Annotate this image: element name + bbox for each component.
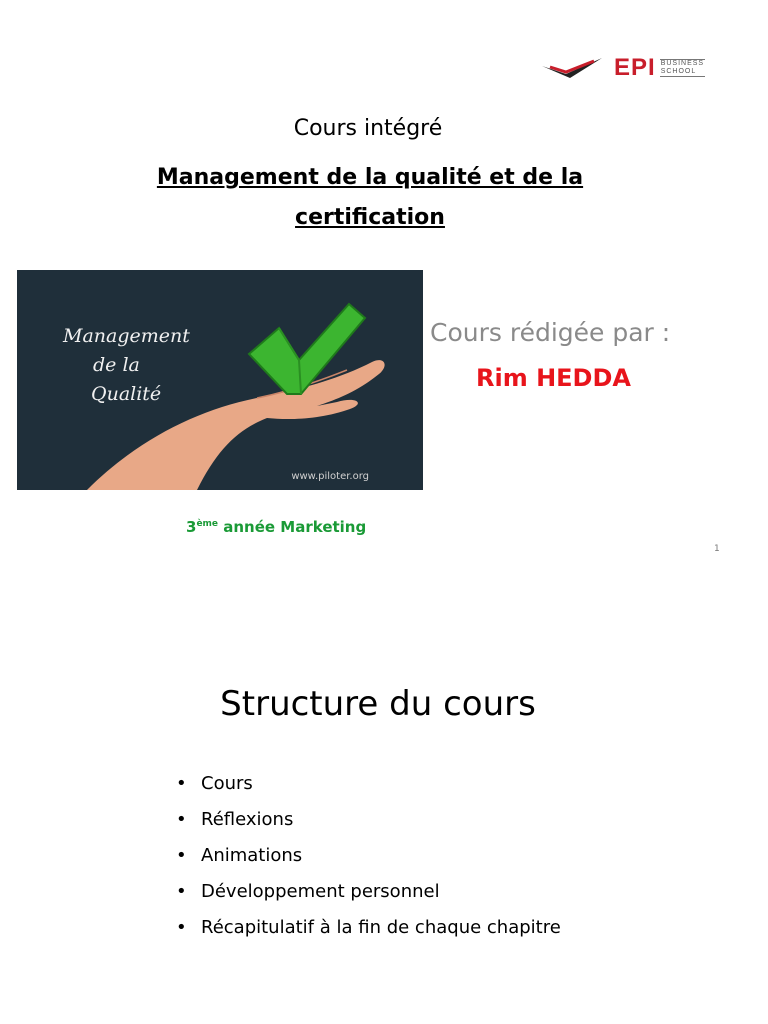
swoosh-check-icon [540,54,620,82]
list-item: • Réflexions [176,808,561,832]
banner-chalk-text: Management de la Qualité [63,325,190,405]
logo-tagline: BUSINESS SCHOOL [660,60,705,75]
bullet-list [176,772,561,952]
logo-brand: EPI [614,54,656,81]
author-label: Cours rédigée par : [430,318,671,347]
slide-title: Structure du cours [220,684,536,724]
list-item: • Animations [176,844,561,868]
banner-url: www.piloter.org [291,471,369,482]
author-name: Rim HEDDA [476,364,631,392]
list-item: • Récapitulatif à la fin de chaque chapitre [176,916,561,940]
course-title: Management de la qualité et de la certification [156,165,584,230]
course-type: Cours intégré [293,116,443,141]
quality-banner-image [17,270,423,490]
list-item: • Cours [176,772,561,796]
page-number: 1 [714,544,720,554]
list-item: • Développement personnel [176,880,561,904]
year-label: 3ème année Marketing [186,518,367,536]
slide-2 [0,600,768,1024]
epi-logo [540,52,740,84]
